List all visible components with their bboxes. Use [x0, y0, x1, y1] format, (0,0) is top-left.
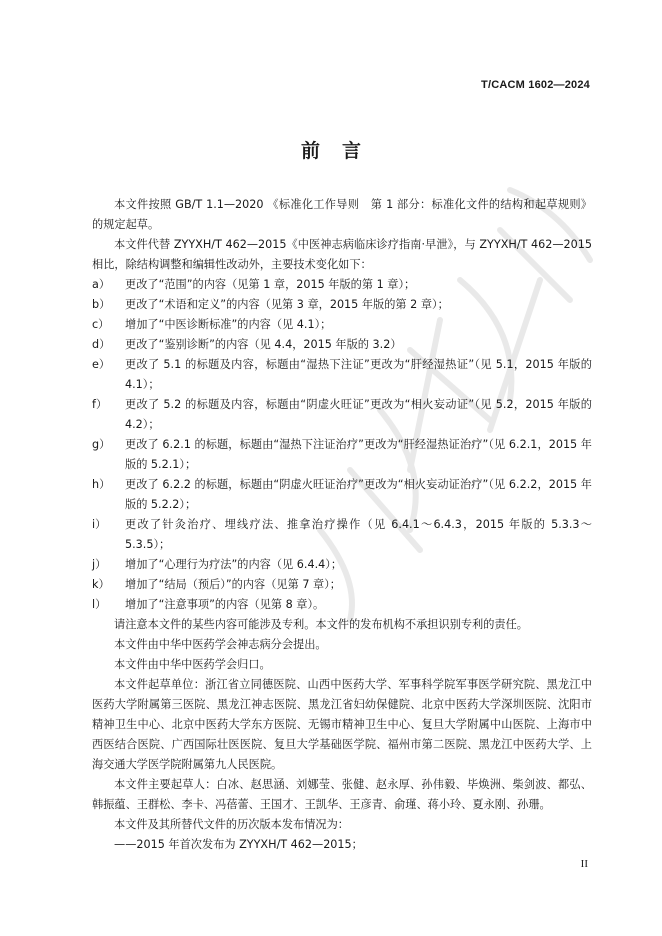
list-item	[92, 295, 592, 315]
list-item	[92, 335, 592, 355]
list-item-text: 更改了“鉴别诊断”的内容（见 4.4，2015 年版的 3.2）	[125, 338, 402, 351]
list-item	[92, 315, 592, 335]
paragraph-drafting-rule: 本文件按照 GB/T 1.1—2020 《标准化工作导则 第 1 部分：标准化文件的结构和起草规则》的规定起草。	[92, 198, 592, 231]
list-item-text: 更改了 5.2 的标题及内容，标题由“阴虚火旺证”更改为“相火妄动证”（见 5.2，2015 年版的 4.2）；	[125, 398, 592, 431]
list-item-label: g）	[92, 438, 111, 451]
list-item-label: l）	[92, 598, 107, 611]
list-item-text: 增加了“结局（预后）”的内容（见第 7 章）；	[125, 578, 341, 591]
paragraph-drafters: 本文件主要起草人：白冰、赵思涵、刘娜莹、张健、赵永厚、孙伟毅、毕焕洲、柴剑波、都弘、韩振蕴、王群松、李卡、冯蓓蕾、王国才、王凯华、王彦青、俞瑾、蒋小玲、夏永刚、孙珊。	[92, 778, 592, 811]
page-number: II	[580, 858, 588, 870]
list-item-label: k）	[92, 578, 110, 591]
list-item-text: 增加了“心理行为疗法”的内容（见 6.4.4）；	[125, 558, 343, 571]
list-item-text: 更改了“术语和定义”的内容（见第 3 章，2015 年版的第 2 章）；	[125, 298, 449, 311]
paragraph-drafting-units: 本文件起草单位：浙江省立同德医院、山西中医药大学、军事科学院军事医学研究院、黑龙江中医药大学附属第三医院、黑龙江神志医院、黑龙江省妇幼保健院、北京中医药大学深圳医院、沈阳市精神卫生中心、北京中医药大学东方医院、无锡市精神卫生中心、复旦大学附属中山医院、上海市中西医结合医院、广西国际壮医医院、复旦大学基础医学院、福州市第二医院、黑龙江中医药大学、上海交通大学医学院附属第九人民医院。	[92, 678, 592, 771]
list-item	[92, 595, 592, 615]
page-title: 前言	[300, 140, 383, 162]
list-item-label: e）	[92, 358, 111, 371]
list-item-label: f）	[92, 398, 108, 411]
list-item-label: j）	[92, 558, 107, 571]
list-item	[92, 515, 592, 555]
list-item-label: i）	[92, 518, 107, 531]
paragraph-patent-notice: 请注意本文件的某些内容可能涉及专利。本文件的发布机构不承担识别专利的责任。	[114, 618, 528, 631]
list-item	[92, 435, 592, 475]
list-item-label: d）	[92, 338, 111, 351]
list-item-text: 增加了“中医诊断标准”的内容（见 4.1）；	[125, 318, 332, 331]
document-body	[92, 195, 592, 855]
list-item-text: 更改了 6.2.2 的标题，标题由“阴虚火旺证治疗”更改为“相火妄动证治疗”（见 6.2.2，2015 年版的 5.2.2）；	[125, 478, 592, 511]
list-item	[92, 395, 592, 435]
list-item-label: b）	[92, 298, 111, 311]
list-item-text: 更改了针灸治疗、埋线疗法、推拿治疗操作（见 6.4.1～6.4.3，2015 年版的 5.3.3～5.3.5）；	[125, 518, 592, 551]
list-item	[92, 275, 592, 295]
list-item-text: 更改了 6.2.1 的标题，标题由“湿热下注证治疗”更改为“肝经湿热证治疗”（见 6.2.1，2015 年版的 5.2.1）；	[125, 438, 592, 471]
changes-list	[92, 275, 592, 615]
list-item-text: 增加了“注意事项”的内容（见第 8 章）。	[125, 598, 325, 611]
paragraph-version-history: 本文件及其所替代文件的历次版本发布情况为：	[114, 818, 349, 831]
history-item: ——2015 年首次发布为 ZYYXH/T 462—2015；	[114, 838, 363, 851]
list-item-label: h）	[92, 478, 111, 491]
list-item	[92, 355, 592, 395]
list-item-text: 更改了“范围”的内容（见第 1 章，2015 年版的第 1 章）；	[125, 278, 416, 291]
paragraph-proposer: 本文件由中华中医药学会神志病分会提出。	[114, 638, 327, 651]
list-item	[92, 575, 592, 595]
list-item-label: c）	[92, 318, 110, 331]
list-item	[92, 555, 592, 575]
standard-code: T/CACM 1602—2024	[481, 79, 590, 91]
paragraph-centralized-by: 本文件由中华中医药学会归口。	[114, 658, 271, 671]
list-item	[92, 475, 592, 515]
list-item-label: a）	[92, 278, 111, 291]
list-item-text: 更改了 5.1 的标题及内容，标题由“湿热下注证”更改为“肝经湿热证”（见 5.1，2015 年版的 4.1）；	[125, 358, 592, 391]
paragraph-replacement: 本文件代替 ZYYXH/T 462—2015《中医神志病临床诊疗指南·早泄》，与 ZYYXH/T 462—2015 相比，除结构调整和编辑性改动外，主要技术变化如下：	[92, 238, 592, 271]
